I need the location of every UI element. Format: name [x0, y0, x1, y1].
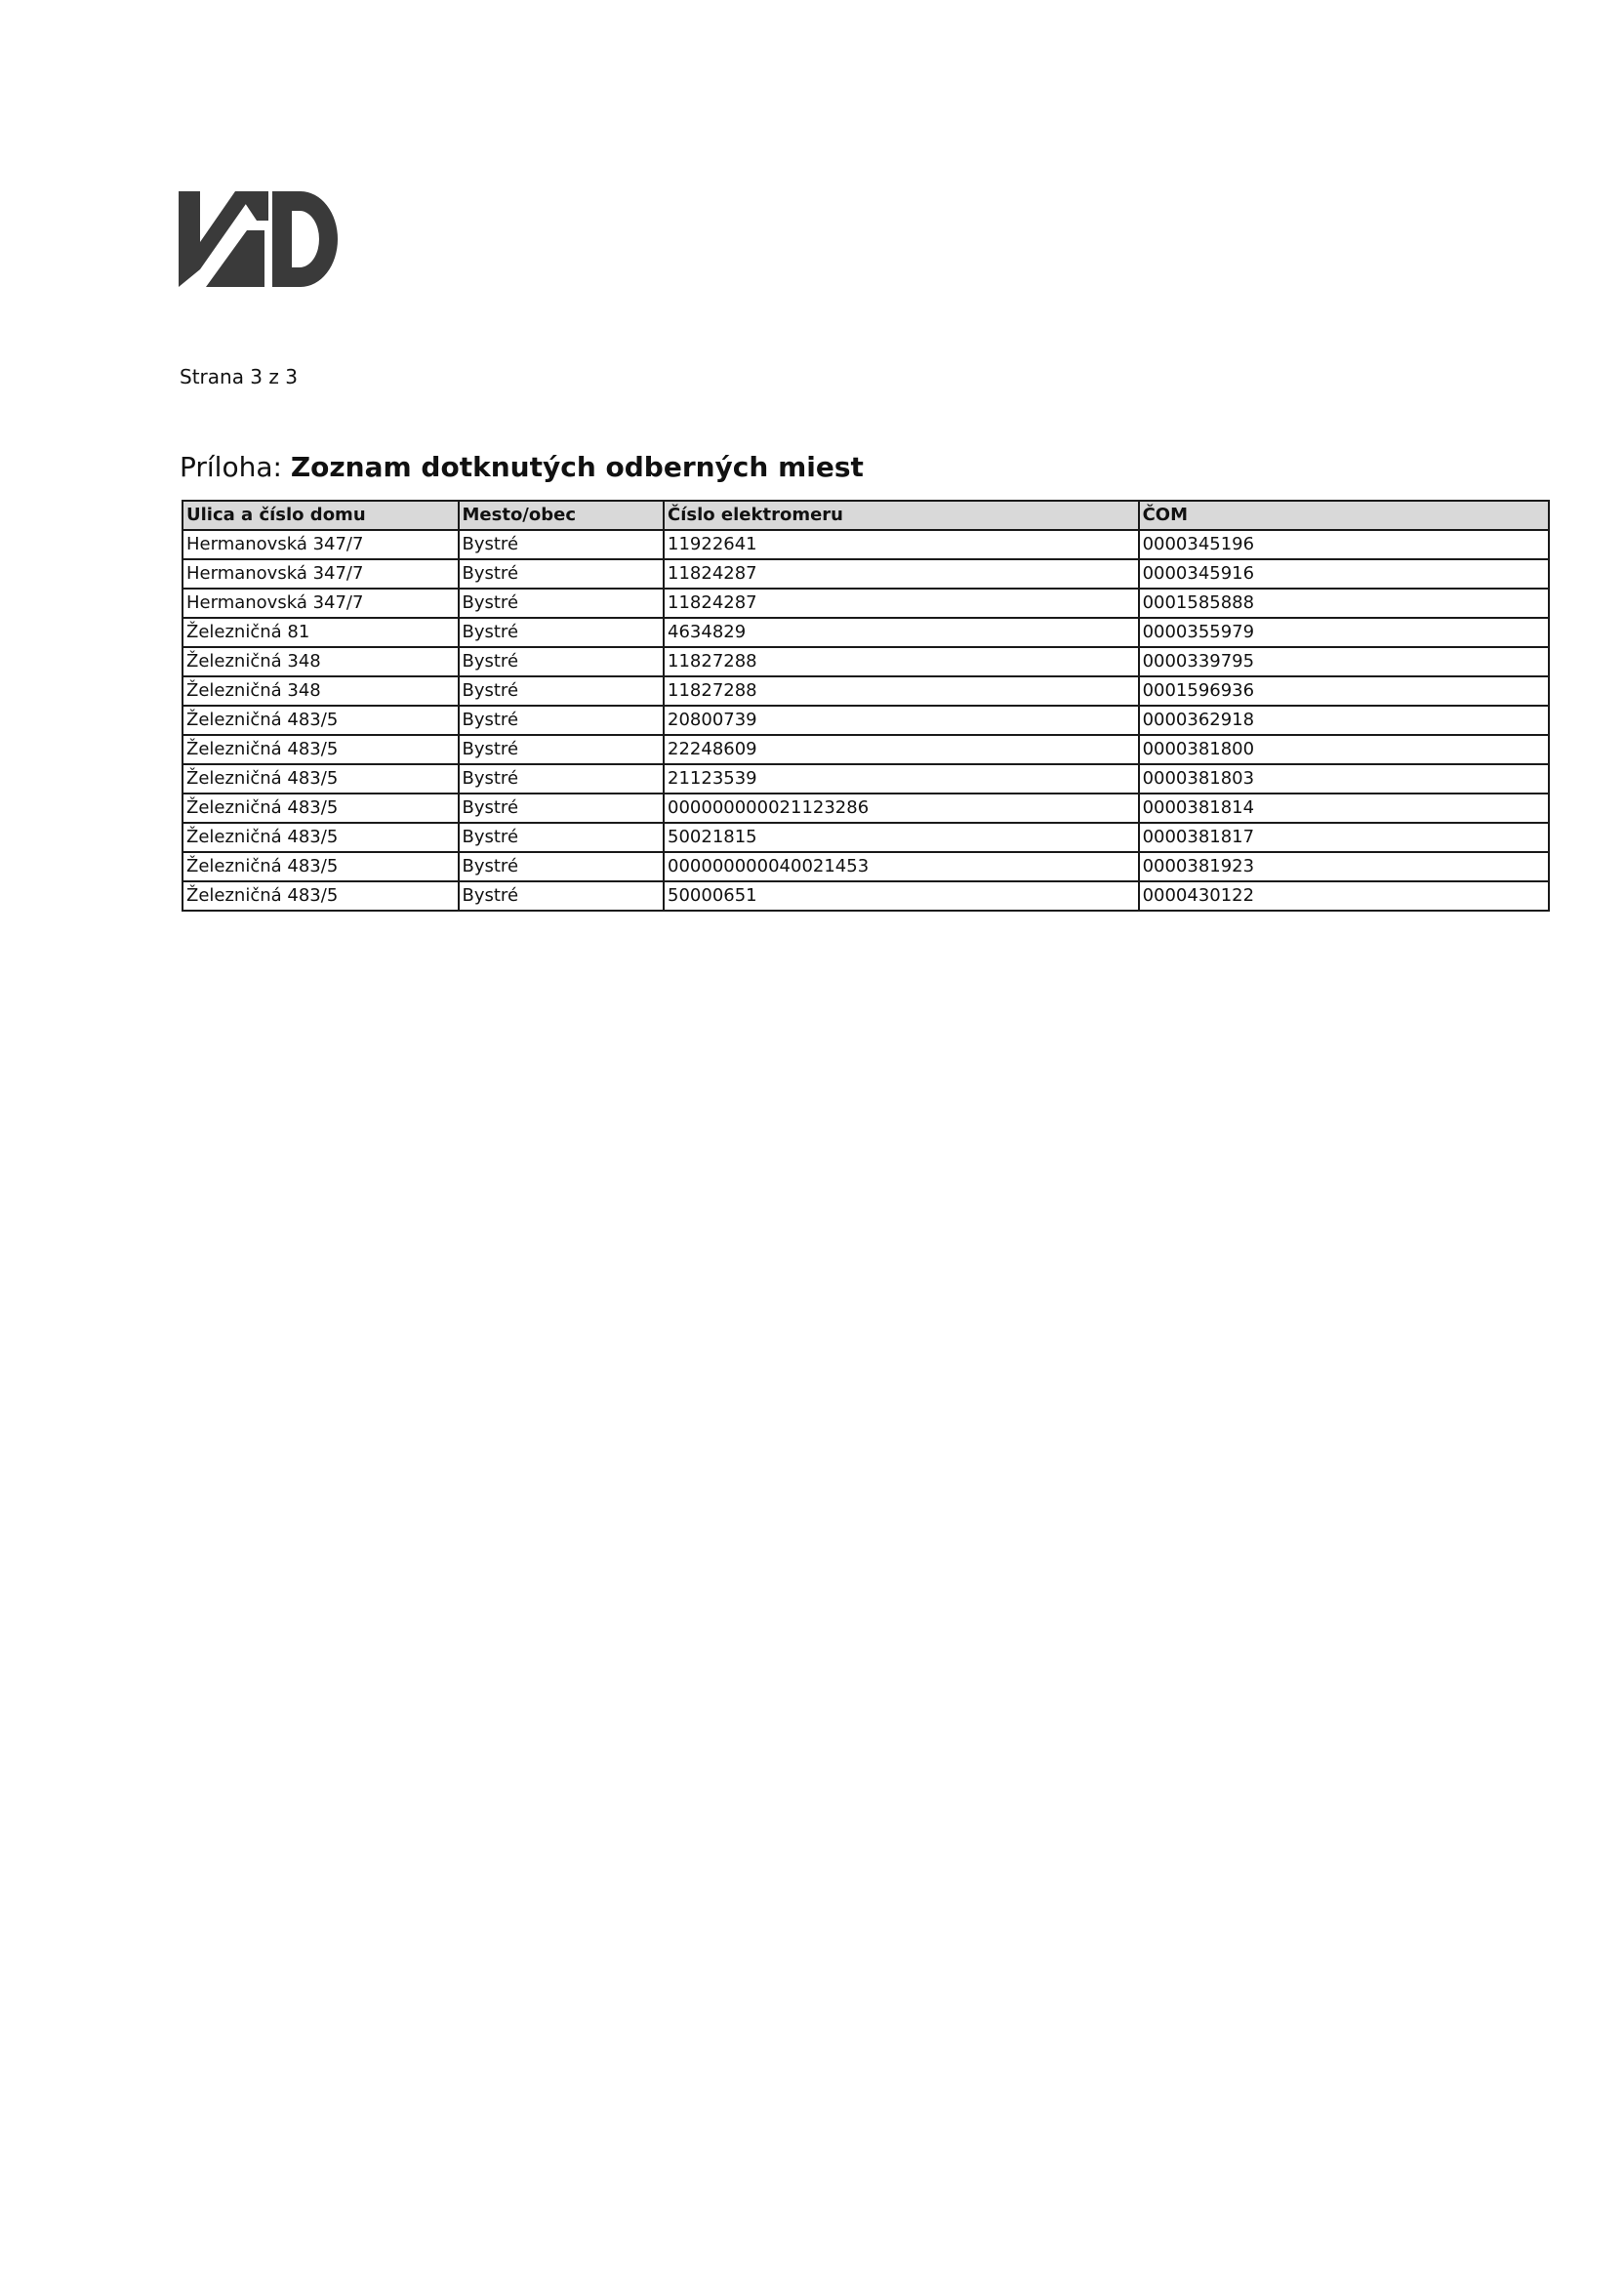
cell-cislo-elektromeru: 50021815 — [664, 823, 1139, 852]
cell-com: 0000381803 — [1139, 764, 1549, 794]
cell-cislo-elektromeru: 11827288 — [664, 676, 1139, 706]
page-number: Strana 3 z 3 — [180, 365, 298, 388]
cell-mesto: Bystré — [459, 764, 665, 794]
cell-com: 0000345196 — [1139, 530, 1549, 559]
cell-ulica: Železničná 483/5 — [183, 852, 459, 881]
table-row — [183, 794, 1549, 823]
cell-cislo-elektromeru: 20800739 — [664, 706, 1139, 735]
odberne-miesta-table — [182, 500, 1550, 912]
cell-com: 0000381800 — [1139, 735, 1549, 764]
cell-ulica: Železničná 81 — [183, 618, 459, 647]
cell-cislo-elektromeru: 11824287 — [664, 559, 1139, 589]
cell-mesto: Bystré — [459, 647, 665, 676]
cell-ulica: Železničná 483/5 — [183, 706, 459, 735]
table-row — [183, 881, 1549, 911]
heading-label: Príloha: — [180, 451, 282, 483]
heading-title: Zoznam dotknutých odberných miest — [290, 451, 864, 483]
header-mesto: Mesto/obec — [459, 501, 665, 530]
cell-com: 0000381817 — [1139, 823, 1549, 852]
cell-ulica: Železničná 483/5 — [183, 881, 459, 911]
cell-ulica: Železničná 483/5 — [183, 735, 459, 764]
cell-ulica: Hermanovská 347/7 — [183, 559, 459, 589]
cell-com: 0000355979 — [1139, 618, 1549, 647]
cell-com: 0000339795 — [1139, 647, 1549, 676]
cell-cislo-elektromeru: 50000651 — [664, 881, 1139, 911]
table-row — [183, 823, 1549, 852]
cell-mesto: Bystré — [459, 852, 665, 881]
table-row — [183, 530, 1549, 559]
cell-cislo-elektromeru: 21123539 — [664, 764, 1139, 794]
cell-com: 0000362918 — [1139, 706, 1549, 735]
cell-ulica: Železničná 483/5 — [183, 764, 459, 794]
table-row — [183, 676, 1549, 706]
cell-mesto: Bystré — [459, 618, 665, 647]
cell-cislo-elektromeru: 000000000040021453 — [664, 852, 1139, 881]
cell-cislo-elektromeru: 4634829 — [664, 618, 1139, 647]
cell-ulica: Hermanovská 347/7 — [183, 530, 459, 559]
cell-com: 0000381923 — [1139, 852, 1549, 881]
table-row — [183, 852, 1549, 881]
cell-com: 0000381814 — [1139, 794, 1549, 823]
cell-ulica: Železničná 483/5 — [183, 794, 459, 823]
table-header-row — [183, 501, 1549, 530]
table-row — [183, 647, 1549, 676]
cell-cislo-elektromeru: 22248609 — [664, 735, 1139, 764]
table-row — [183, 706, 1549, 735]
cell-mesto: Bystré — [459, 589, 665, 618]
table-row — [183, 764, 1549, 794]
cell-mesto: Bystré — [459, 559, 665, 589]
header-com: ČOM — [1139, 501, 1549, 530]
cell-cislo-elektromeru: 11922641 — [664, 530, 1139, 559]
header-ulica: Ulica a číslo domu — [183, 501, 459, 530]
cell-mesto: Bystré — [459, 706, 665, 735]
cell-cislo-elektromeru: 11827288 — [664, 647, 1139, 676]
vsd-logo — [179, 191, 338, 287]
table-row — [183, 589, 1549, 618]
cell-mesto: Bystré — [459, 881, 665, 911]
cell-ulica: Železničná 348 — [183, 647, 459, 676]
cell-cislo-elektromeru: 000000000021123286 — [664, 794, 1139, 823]
cell-mesto: Bystré — [459, 735, 665, 764]
table-body — [183, 530, 1549, 911]
cell-mesto: Bystré — [459, 823, 665, 852]
cell-com: 0000345916 — [1139, 559, 1549, 589]
cell-cislo-elektromeru: 11824287 — [664, 589, 1139, 618]
cell-ulica: Železničná 483/5 — [183, 823, 459, 852]
cell-com: 0000430122 — [1139, 881, 1549, 911]
table-row — [183, 735, 1549, 764]
table-row — [183, 559, 1549, 589]
cell-mesto: Bystré — [459, 530, 665, 559]
table-row — [183, 618, 1549, 647]
cell-com: 0001585888 — [1139, 589, 1549, 618]
cell-com: 0001596936 — [1139, 676, 1549, 706]
cell-ulica: Hermanovská 347/7 — [183, 589, 459, 618]
cell-mesto: Bystré — [459, 676, 665, 706]
header-cislo-elektromeru: Číslo elektromeru — [664, 501, 1139, 530]
cell-ulica: Železničná 348 — [183, 676, 459, 706]
page-heading — [180, 451, 864, 483]
cell-mesto: Bystré — [459, 794, 665, 823]
